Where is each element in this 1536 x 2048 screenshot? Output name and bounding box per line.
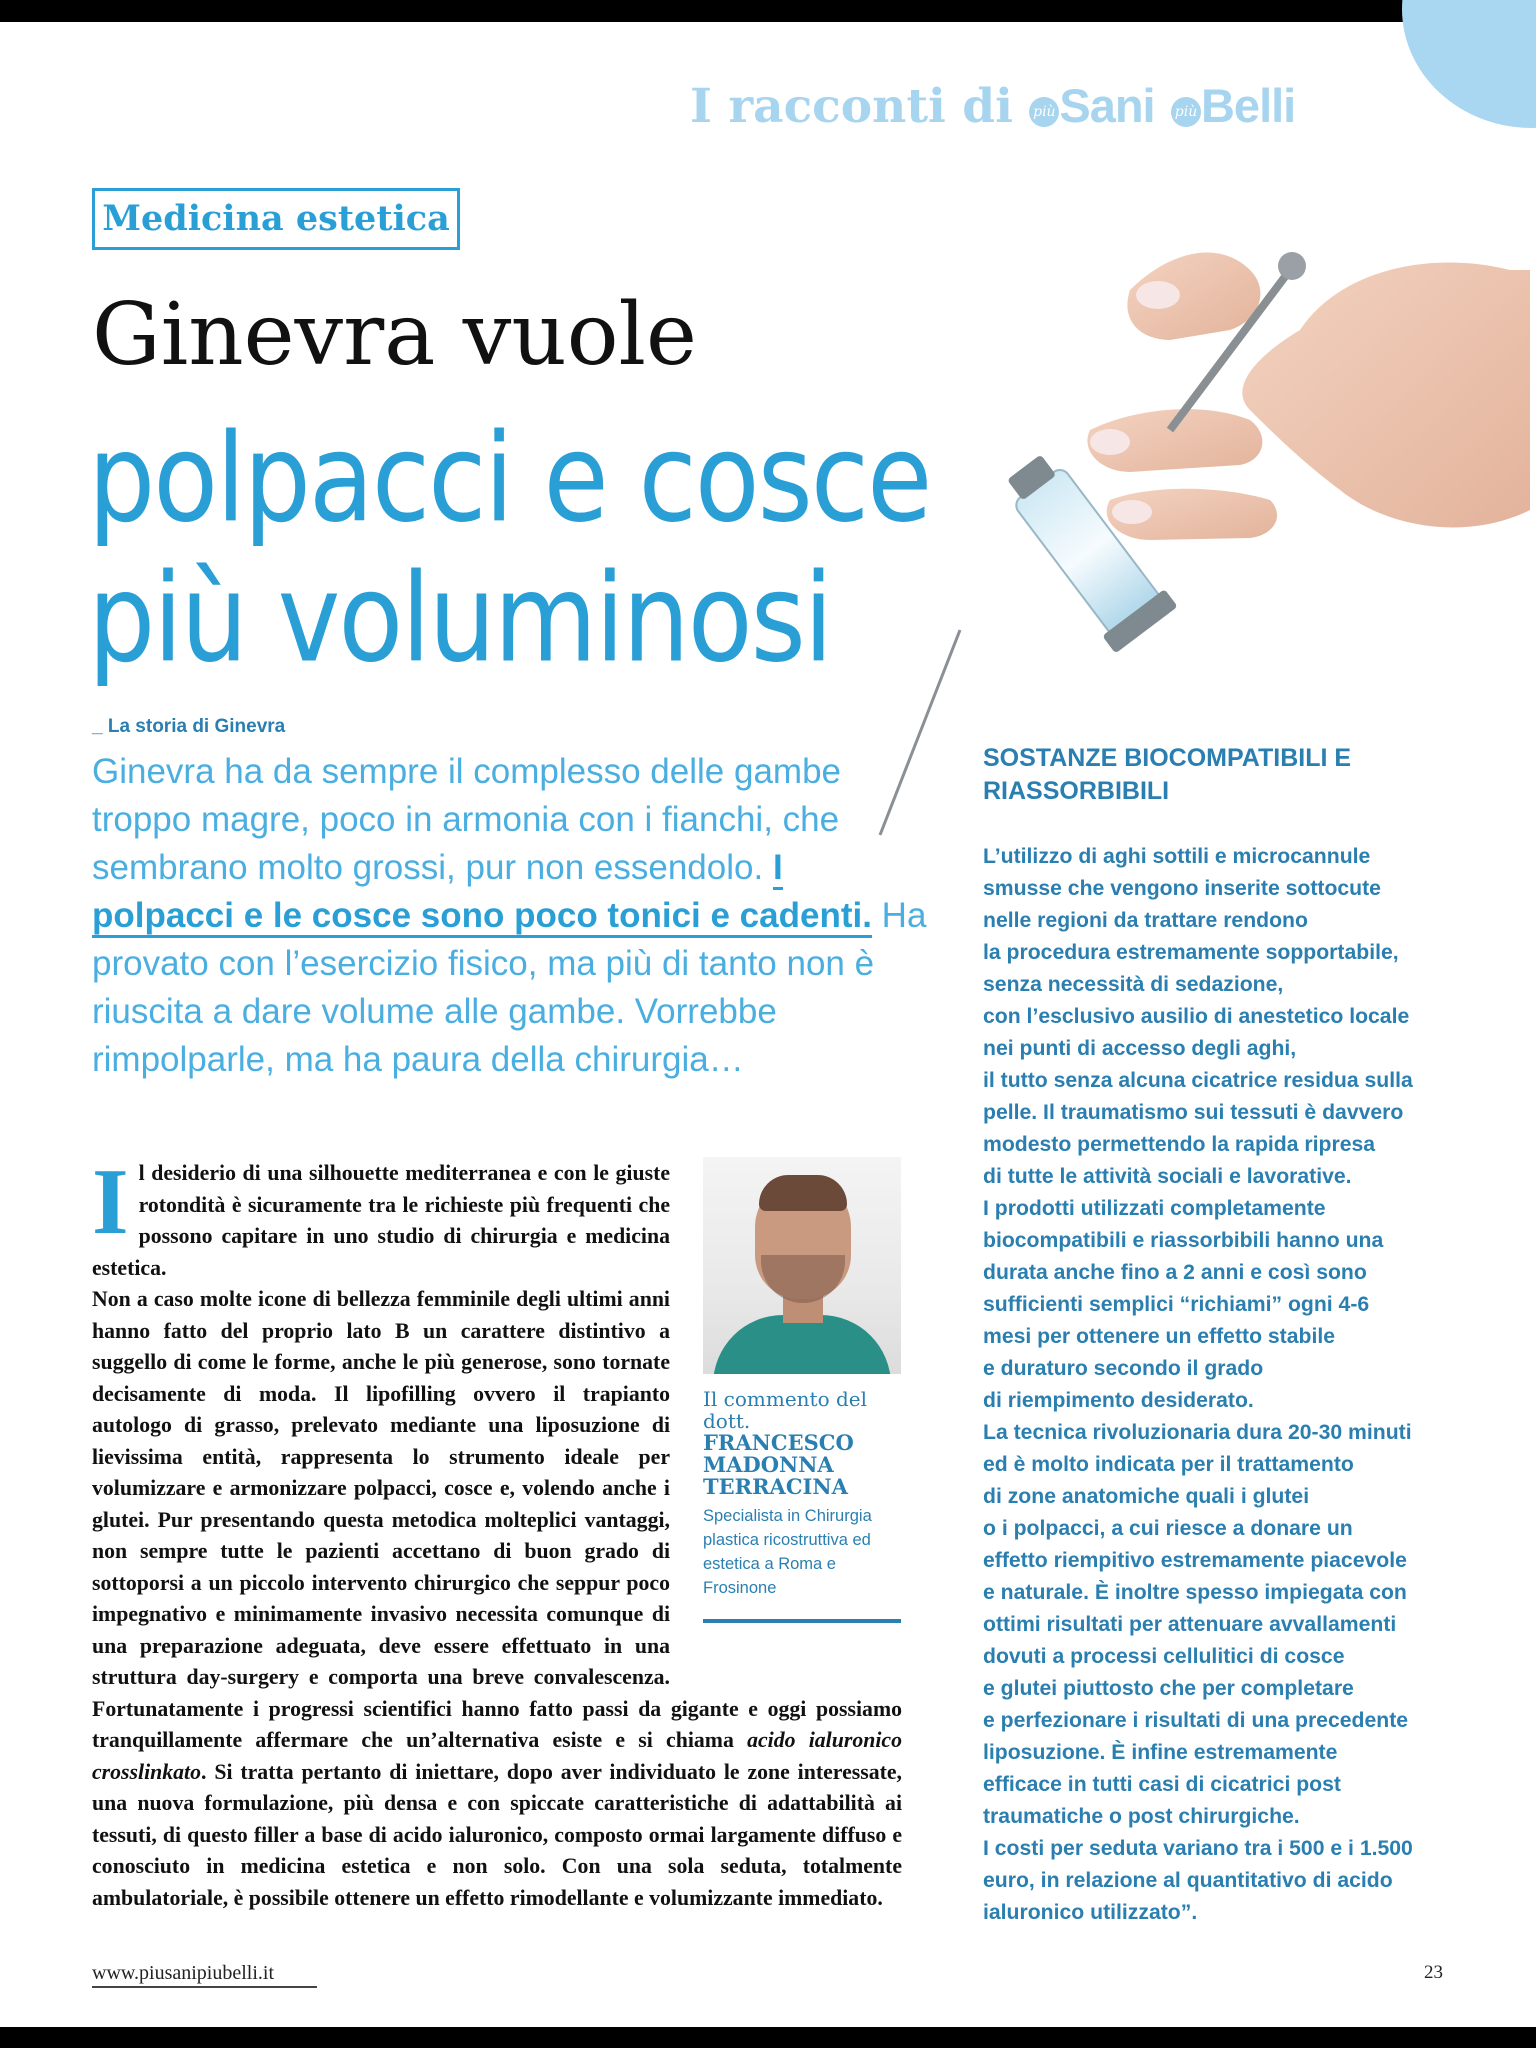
footer-url[interactable]: www.piusanipiubelli.it bbox=[92, 1962, 275, 1984]
brand-badge-piu: più bbox=[1029, 97, 1059, 127]
caption-rule bbox=[703, 1619, 901, 1623]
body-italic-term: acido ialuronico crosslinkato bbox=[92, 1728, 902, 1784]
sidebar-heading: SOSTANZE BIOCOMPATIBILI E RIASSORBIBILI bbox=[983, 744, 1352, 805]
top-black-bar bbox=[0, 0, 1536, 22]
page-number: 23 bbox=[1424, 1962, 1443, 1983]
headline-line-3: più voluminosi bbox=[88, 548, 832, 690]
doctor-caption bbox=[703, 1388, 903, 1600]
drop-cap: I bbox=[92, 1150, 129, 1254]
thumb-nail bbox=[1136, 281, 1180, 309]
doctor-intro: Il commento del dott. bbox=[703, 1387, 868, 1433]
doctor-portrait bbox=[703, 1157, 901, 1374]
headline-line-2: polpacci e cosce bbox=[88, 408, 931, 550]
portrait-hair bbox=[759, 1175, 847, 1211]
doctor-name: FRANCESCO MADONNA TERRACINA bbox=[703, 1430, 854, 1499]
series-prefix: I racconti di bbox=[690, 79, 1013, 134]
plunger-cap bbox=[1278, 252, 1306, 280]
portrait-beard bbox=[761, 1255, 845, 1303]
brand-badge-piu-2: più bbox=[1171, 97, 1201, 127]
footer-url-underline bbox=[92, 1986, 317, 1988]
body-paragraph-1: l desiderio di una silhouette mediterranea e con le giuste rotondità è sicuramente tra le richieste più frequenti che possono capitare in uno studio di chirurgia e medicina estetica. bbox=[92, 1161, 670, 1280]
story-label: _ La storia di Ginevra bbox=[92, 716, 286, 737]
brand-name-belli: Belli bbox=[1200, 79, 1296, 132]
lead-paragraph bbox=[92, 748, 932, 1084]
category-label: Medicina estetica bbox=[92, 188, 460, 250]
sidebar-text: L’utilizzo di aghi sottili e microcannule smusse che vengono inserite sottocute nelle regioni da trattare rendono la procedura estremamente sopportabile, senza necessità di sedazione, con l’esclusivo ausilio di anestetico locale nei punti di accesso degli aghi, il tutto senza alcuna cicatrice residua sulla pelle. Il traumatismo sui tessuti è davvero modesto permettendo la rapida ripresa di tutte le attività sociali e lavorative. I prodotti utilizzati completamente biocompatibili e riassorbibili hanno una durata anche fino a 2 anni e così sono sufficienti semplici “richiami” ogni 4-6 mesi per ottenere un effetto stabile e duraturo secondo il grado di riempimento desiderato. La tecnica rivoluzionaria dura 20-30 minuti ed è molto indicata per il trattamento di zone anatomiche quali i glutei o i polpacci, a cui riesce a donare un effetto riempitivo estremamente piacevole e naturale. È inoltre spesso impiegata con ottimi risultati per attenuare avvallamenti dovuti a processi cellulitici di cosce e glutei piuttosto che per completare e perfezionare i risultati di una precedente liposuzione. È infine estremamente efficace in tutti casi di cicatrici post traumatiche o post chirurgiche. I costi per seduta variano tra i 500 e i 1.500 euro, in relazione al quantitativo di acido ialuronico utilizzato”. bbox=[983, 845, 1413, 1924]
finger-1-nail bbox=[1090, 429, 1130, 455]
hand-shape bbox=[1242, 263, 1530, 528]
finger-2-nail bbox=[1112, 500, 1152, 524]
body-paragraph-2a: Non a caso molte icone di bellezza femminile degli ultimi anni hanno fatto del proprio lato B un carattere distintivo a suggello di come le forme, anche le più generose, sono tornate decisamente di moda. Il lipofilling ovvero il trapianto autologo di grasso, prelevato mediante una liposuzione di lievissima entità, rappresenta lo strumento ideale per volumizzare e armonizzare polpacci, cosce e, volendo anche i glutei. Pur presentando questa metodica molteplici vantaggi, non sempre tutte le pazienti accettano di buon grado di sottoporsi a un piccolo intervento chirurgico che seppur poco impegnativo e minimamente invasivo necessita comunque di una preparazione adeguata, deve essere effettuato in una struttura day-surgery e comporta una breve convalescenza. Fortunatamente i progressi scientifici hanno fatto passi da gigante e oggi possiamo tranquillamente affermare che un’alternativa esiste e si chiama bbox=[92, 1287, 902, 1752]
lead-text-2: Ha provato con l’esercizio fisico, ma più di tanto non è riuscita a dare volume alle gambe. Vorrebbe rimpolparle, ma ha paura della chirurgia… bbox=[92, 896, 927, 1079]
doctor-role: Specialista in Chirurgia plastica ricostruttiva ed estetica a Roma e Frosinone bbox=[703, 1507, 872, 1597]
brand-name-sani: Sani bbox=[1059, 79, 1155, 132]
series-header bbox=[690, 78, 1340, 134]
body-paragraph-2b: . Si tratta pertanto di iniettare, dopo aver individuato le zone interessate, una nuova formulazione, più densa e con spiccate caratteristiche di adattabilità ai tessuti, di questo filler a base di acido ialuronico, composto ormai largamente diffuso e conosciuto in medicina estetica e non solo. Con una sola seduta, totalmente ambulatoriale, è possibile ottenere un effetto rimodellante e volumizzante immediato. bbox=[92, 1759, 902, 1910]
corner-decoration bbox=[1402, 0, 1536, 128]
headline-line-1: Ginevra vuole bbox=[92, 285, 697, 385]
lead-text-1: Ginevra ha da sempre il complesso delle gambe troppo magre, poco in armonia con i fianchi, che sembrano molto grossi, pur non essendolo. bbox=[92, 752, 841, 887]
bottom-black-bar bbox=[0, 2027, 1536, 2048]
lead-highlight: I polpacci e le cosce sono poco tonici e cadenti. bbox=[92, 848, 872, 938]
portrait-shirt bbox=[713, 1315, 891, 1374]
